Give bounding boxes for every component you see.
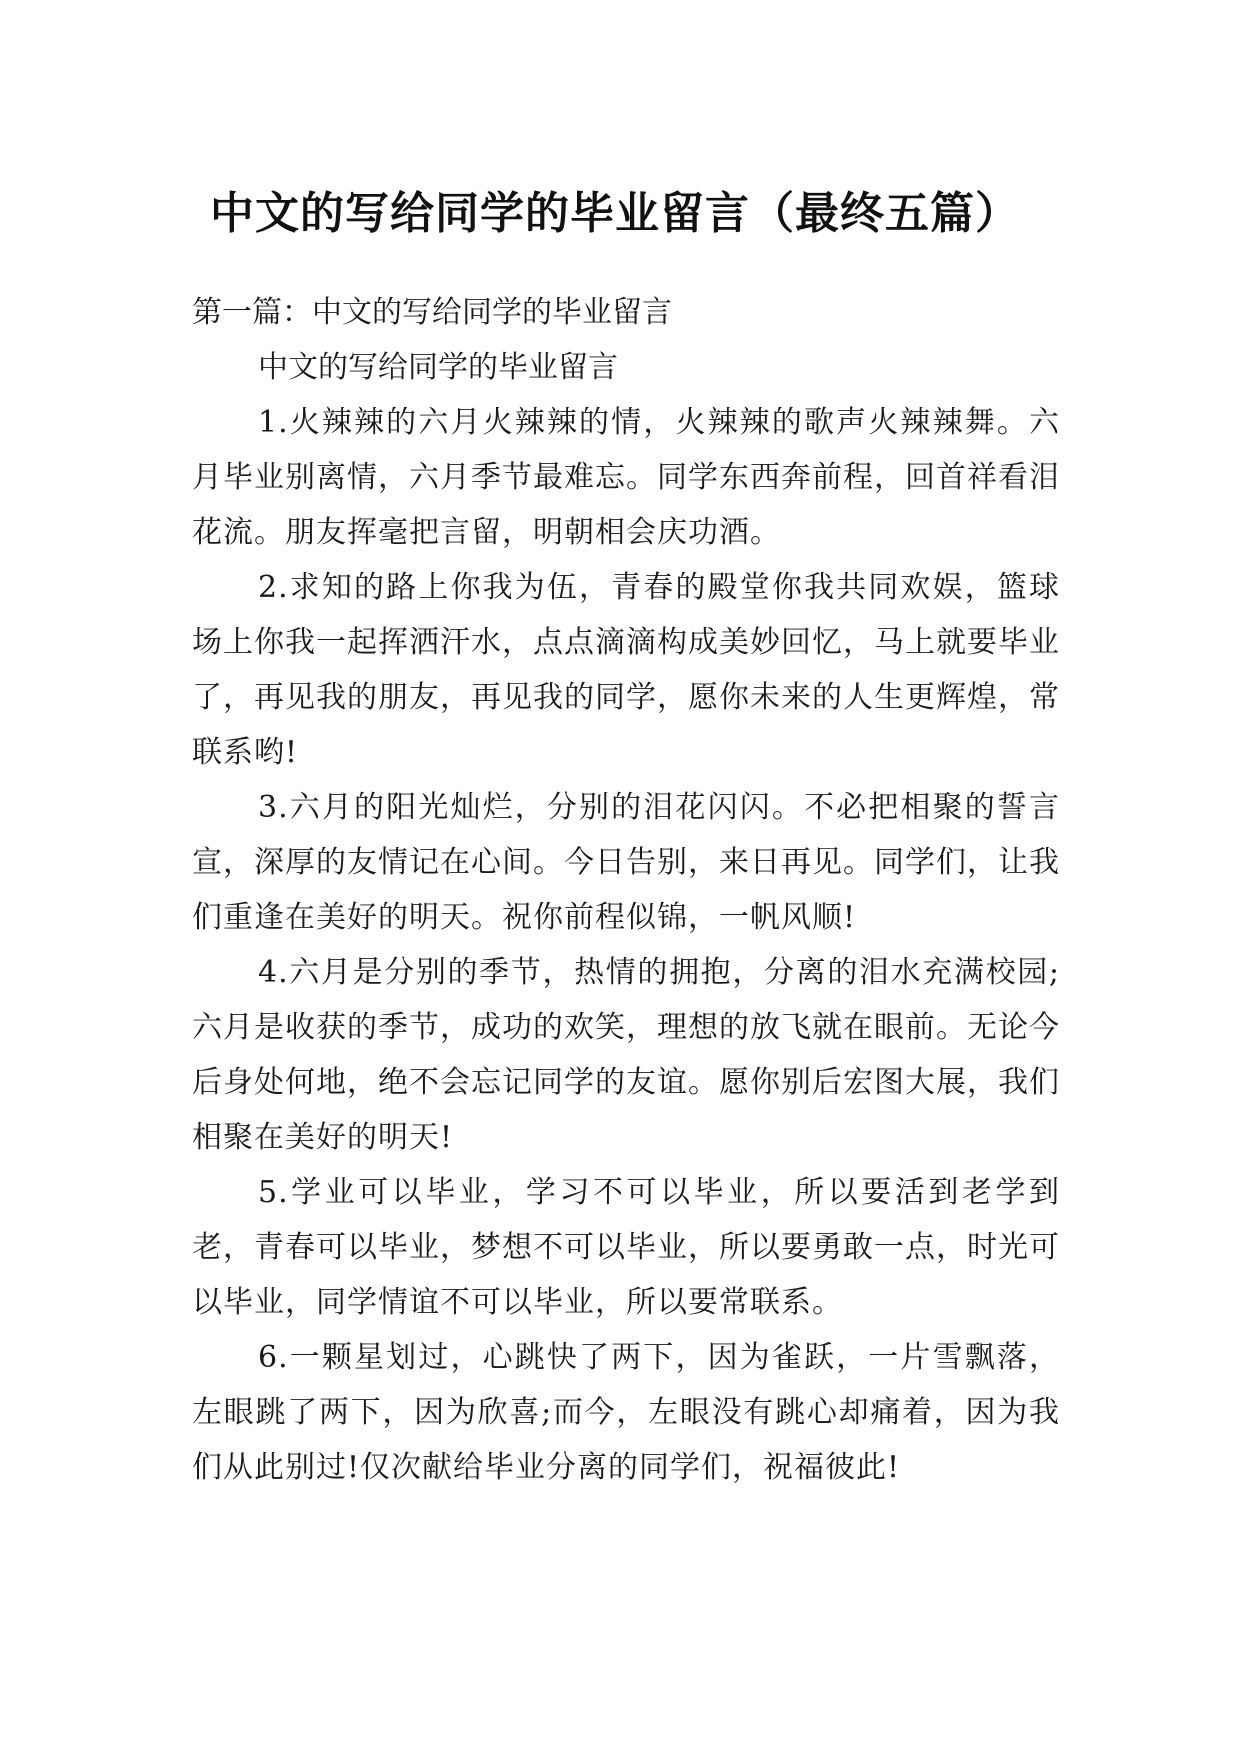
section-heading: 第一篇：中文的写给同学的毕业留言 [192,295,672,330]
message-paragraph-4: 4.六月是分别的季节，热情的拥抱，分离的泪水充满校园;六月是收获的季节，成功的欢笑，理想的放飞就在眼前。无论今后身处何地，绝不会忘记同学的友谊。愿你别后宏图大展，我们相聚在美好的明天! [192,955,1060,1155]
document-title: 中文的写给同学的毕业留言（最终五篇） [210,188,1020,240]
message-paragraph-3: 3.六月的阳光灿烂，分别的泪花闪闪。不必把相聚的誓言宣，深厚的友情记在心间。今日告别，来日再见。同学们，让我们重逢在美好的明天。祝你前程似锦，一帆风顺! [192,790,1060,935]
subheading: 中文的写给同学的毕业留言 [258,350,618,385]
document-body [192,285,1060,1495]
message-paragraph-2: 2.求知的路上你我为伍，青春的殿堂你我共同欢娱，篮球场上你我一起挥洒汗水，点点滴滴构成美妙回忆，马上就要毕业了，再见我的朋友，再见我的同学，愿你未来的人生更辉煌，常联系哟! [192,570,1060,770]
message-paragraph-1: 1.火辣辣的六月火辣辣的情，火辣辣的歌声火辣辣舞。六月毕业别离情，六月季节最难忘。同学东西奔前程，回首祥看泪花流。朋友挥毫把言留，明朝相会庆功酒。 [192,405,1060,550]
message-paragraph-5: 5.学业可以毕业，学习不可以毕业，所以要活到老学到老，青春可以毕业，梦想不可以毕业，所以要勇敢一点，时光可以毕业，同学情谊不可以毕业，所以要常联系。 [192,1175,1060,1320]
message-paragraph-6: 6.一颗星划过，心跳快了两下，因为雀跃，一片雪飘落，左眼跳了两下，因为欣喜;而今，左眼没有跳心却痛着，因为我们从此别过!仅次献给毕业分离的同学们，祝福彼此! [192,1340,1060,1485]
